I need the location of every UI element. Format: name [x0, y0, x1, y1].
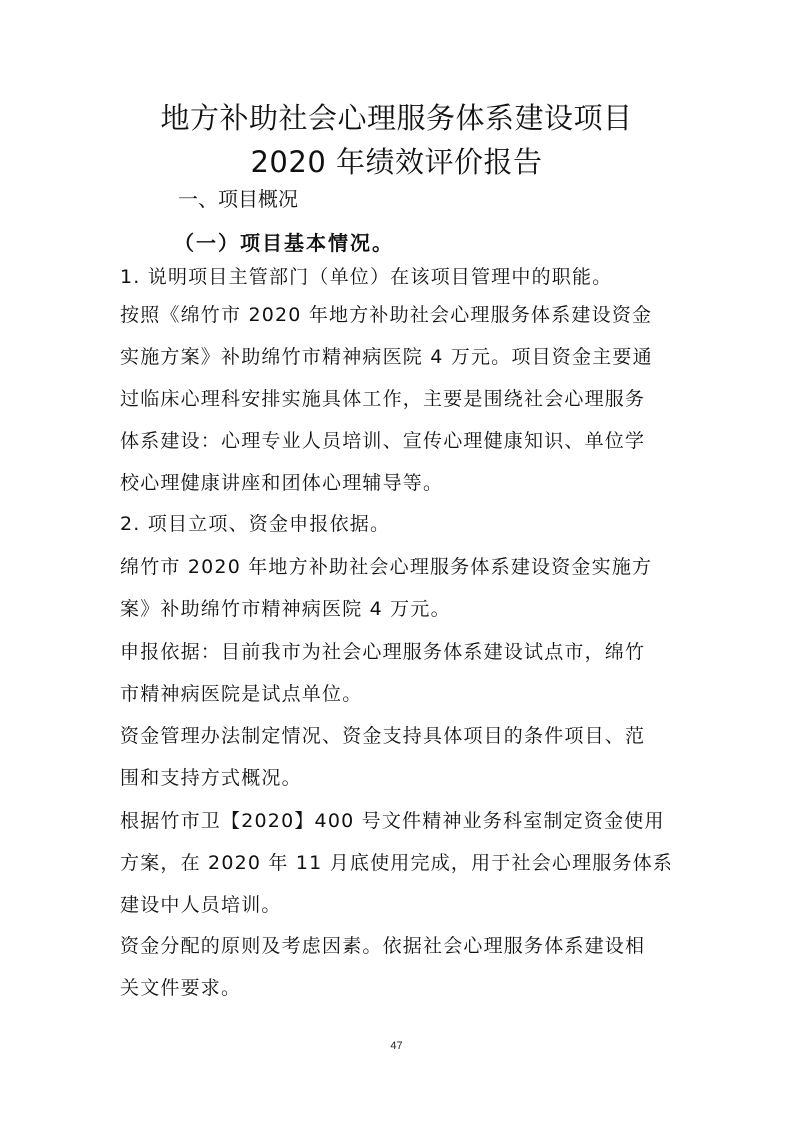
item-2-paragraph — [120, 546, 680, 630]
paragraph-line: 方案，在 2020 年 11 月底使用完成，用于社会心理服务体系 — [120, 852, 674, 874]
report-title-line-1: 地方补助社会心理服务体系建设项目 — [160, 101, 633, 135]
according-to-document-paragraph — [120, 800, 680, 926]
subsection-heading-basic-info: （一）项目基本情况。 — [174, 231, 394, 255]
paragraph-line: 围和支持方式概况。 — [120, 767, 302, 789]
fund-management-paragraph — [120, 715, 680, 799]
paragraph-line: 申报依据：目前我市为社会心理服务体系建设试点市，绵竹 — [120, 641, 646, 663]
section-heading-overview: 一、项目概况 — [178, 187, 298, 211]
report-title-line-2: 2020 年绩效评价报告 — [250, 145, 543, 179]
paragraph-line: 体系建设：心理专业人员培训、宣传心理健康知识、单位学 — [120, 430, 646, 452]
paragraph-line: 资金管理办法制定情况、资金支持具体项目的条件项目、范 — [120, 725, 646, 747]
item-1-heading-text: 1. 说明项目主管部门（单位）在该项目管理中的职能。 — [120, 266, 613, 288]
item-2-heading-text: 2. 项目立项、资金申报依据。 — [120, 513, 391, 535]
paragraph-line: 绵竹市 2020 年地方补助社会心理服务体系建设资金实施方 — [120, 556, 653, 578]
paragraph-line: 实施方案》补助绵竹市精神病医院 4 万元。项目资金主要通 — [120, 346, 653, 368]
item-1-paragraph — [120, 294, 680, 504]
paragraph-line: 资金分配的原则及考虑因素。依据社会心理服务体系建设相 — [120, 935, 646, 957]
fund-allocation-paragraph — [120, 925, 680, 1009]
paragraph-line: 过临床心理科安排实施具体工作，主要是围绕社会心理服务 — [120, 388, 646, 410]
paragraph-line: 案》补助绵竹市精神病医院 4 万元。 — [120, 598, 451, 620]
paragraph-line: 根据竹市卫【2020】400 号文件精神业务科室制定资金使用 — [120, 810, 665, 832]
paragraph-line: 校心理健康讲座和团体心理辅导等。 — [120, 472, 444, 494]
application-basis-paragraph — [120, 631, 680, 715]
paragraph-line: 建设中人员培训。 — [120, 894, 282, 916]
paragraph-line: 市精神病医院是试点单位。 — [120, 683, 363, 705]
page-number: 47 — [390, 1040, 403, 1052]
paragraph-line: 按照《绵竹市 2020 年地方补助社会心理服务体系建设资金 — [120, 304, 653, 326]
item-1-heading — [120, 256, 680, 298]
item-2-heading — [120, 503, 680, 545]
paragraph-line: 关文件要求。 — [120, 977, 242, 999]
